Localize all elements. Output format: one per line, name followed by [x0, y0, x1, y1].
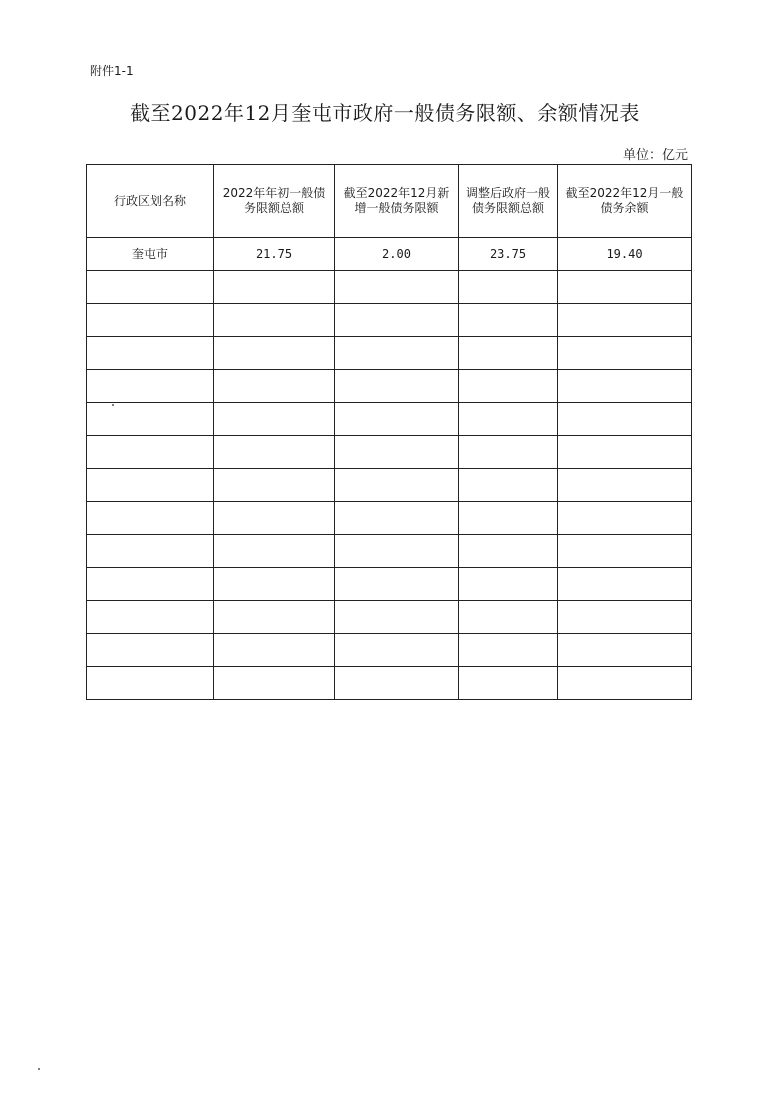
attachment-label: 附件1-1 — [90, 64, 134, 78]
value-cell — [459, 634, 558, 667]
value-cell — [214, 304, 335, 337]
region-name-cell — [87, 535, 214, 568]
value-cell — [335, 601, 459, 634]
value-cell — [558, 403, 692, 436]
value-cell — [558, 667, 692, 700]
header-adjusted-limit: 调整后政府一般债务限额总额 — [459, 165, 558, 238]
region-name-cell — [87, 337, 214, 370]
debt-table — [86, 164, 692, 700]
value-cell — [459, 535, 558, 568]
region-name-cell — [87, 667, 214, 700]
value-cell: 21.75 — [214, 238, 335, 271]
value-cell — [558, 271, 692, 304]
value-cell — [214, 568, 335, 601]
table-row — [87, 436, 692, 469]
table-row — [87, 271, 692, 304]
value-cell — [558, 370, 692, 403]
region-name-cell — [87, 370, 214, 403]
table-header — [87, 165, 692, 238]
value-cell — [558, 502, 692, 535]
value-cell — [459, 436, 558, 469]
region-name-cell: 奎屯市 — [87, 238, 214, 271]
table-row — [87, 238, 692, 271]
value-cell — [335, 502, 459, 535]
unit-label: 单位：亿元 — [622, 148, 688, 163]
scan-speck — [38, 1068, 40, 1070]
table-row — [87, 535, 692, 568]
value-cell — [459, 304, 558, 337]
value-cell — [335, 568, 459, 601]
value-cell — [558, 304, 692, 337]
value-cell — [335, 634, 459, 667]
value-cell — [214, 535, 335, 568]
value-cell — [459, 601, 558, 634]
table-body — [87, 238, 692, 700]
value-cell — [558, 535, 692, 568]
value-cell — [459, 667, 558, 700]
table-row — [87, 403, 692, 436]
value-cell — [335, 535, 459, 568]
value-cell — [459, 271, 558, 304]
value-cell — [335, 370, 459, 403]
value-cell — [214, 436, 335, 469]
header-region-name: 行政区划名称 — [87, 165, 214, 238]
table-row — [87, 304, 692, 337]
value-cell — [558, 436, 692, 469]
value-cell — [214, 403, 335, 436]
value-cell — [335, 304, 459, 337]
region-name-cell — [87, 502, 214, 535]
table-row — [87, 568, 692, 601]
table-row — [87, 469, 692, 502]
scan-speck — [112, 404, 114, 406]
header-debt-balance: 截至2022年12月一般债务余额 — [558, 165, 692, 238]
table-row — [87, 502, 692, 535]
value-cell — [214, 502, 335, 535]
value-cell — [459, 403, 558, 436]
value-cell — [558, 337, 692, 370]
value-cell: 23.75 — [459, 238, 558, 271]
value-cell — [214, 667, 335, 700]
region-name-cell — [87, 436, 214, 469]
value-cell — [335, 667, 459, 700]
value-cell — [214, 469, 335, 502]
value-cell — [459, 370, 558, 403]
value-cell — [459, 502, 558, 535]
header-new-limit: 截至2022年12月新增一般债务限额 — [335, 165, 459, 238]
table-row — [87, 667, 692, 700]
value-cell — [335, 436, 459, 469]
value-cell — [335, 469, 459, 502]
value-cell — [214, 634, 335, 667]
region-name-cell — [87, 601, 214, 634]
value-cell — [214, 601, 335, 634]
value-cell: 19.40 — [558, 238, 692, 271]
value-cell — [335, 337, 459, 370]
region-name-cell — [87, 304, 214, 337]
value-cell — [558, 469, 692, 502]
value-cell — [558, 601, 692, 634]
table-row — [87, 337, 692, 370]
value-cell — [214, 337, 335, 370]
value-cell: 2.00 — [335, 238, 459, 271]
region-name-cell — [87, 271, 214, 304]
document-title: 截至2022年12月奎屯市政府一般债务限额、余额情况表 — [130, 101, 640, 125]
value-cell — [335, 271, 459, 304]
value-cell — [459, 568, 558, 601]
region-name-cell — [87, 634, 214, 667]
header-row — [87, 165, 692, 238]
table-row — [87, 370, 692, 403]
region-name-cell — [87, 568, 214, 601]
value-cell — [459, 469, 558, 502]
value-cell — [335, 403, 459, 436]
value-cell — [558, 634, 692, 667]
table-row — [87, 601, 692, 634]
table-row — [87, 634, 692, 667]
region-name-cell — [87, 403, 214, 436]
value-cell — [214, 271, 335, 304]
header-initial-limit: 2022年年初一般债务限额总额 — [214, 165, 335, 238]
value-cell — [459, 337, 558, 370]
region-name-cell — [87, 469, 214, 502]
value-cell — [214, 370, 335, 403]
value-cell — [558, 568, 692, 601]
